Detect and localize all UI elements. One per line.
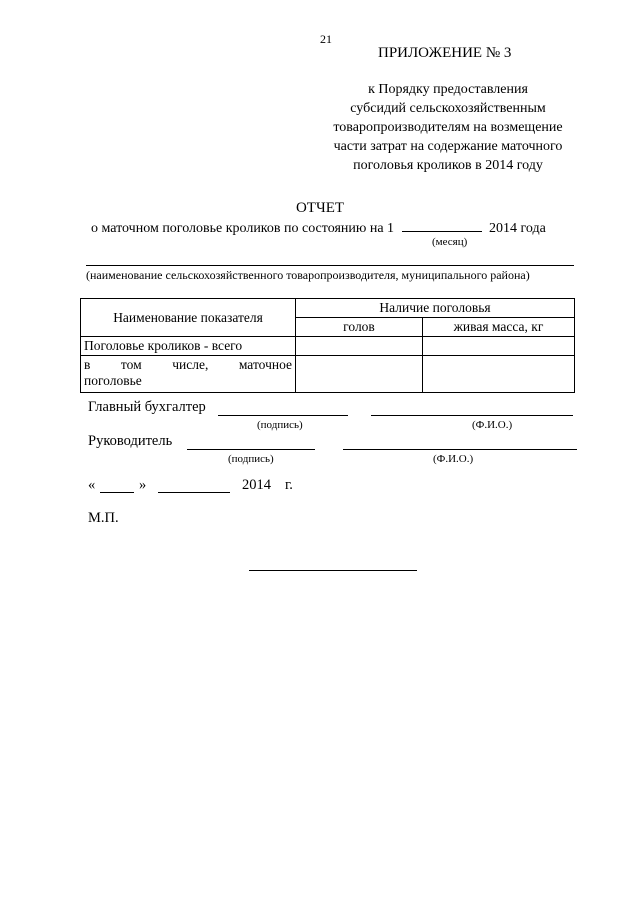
header-group: Наличие поголовья <box>296 299 575 318</box>
table-row <box>81 337 575 356</box>
subtitle-line: к Порядку предоставления <box>368 82 528 97</box>
signature-caption: (подпись) <box>228 453 274 465</box>
stamp-place-label: М.П. <box>88 510 119 526</box>
table-row <box>81 356 575 393</box>
date-day-field[interactable] <box>100 492 134 493</box>
subtitle-line: поголовья кроликов в 2014 году <box>353 158 543 173</box>
cell-breeding-heads[interactable] <box>296 356 423 393</box>
subtitle-line: части затрат на содержание маточного <box>333 139 563 154</box>
chief-accountant-signature-field[interactable] <box>218 415 348 416</box>
header-heads: голов <box>296 318 423 337</box>
cell-total-weight[interactable] <box>423 337 575 356</box>
livestock-table <box>80 298 575 393</box>
date-year: 2014 <box>242 477 271 493</box>
date-month-field[interactable] <box>158 492 230 493</box>
header-indicator: Наименование показателя <box>81 299 296 337</box>
row-total-label: Поголовье кроликов - всего <box>81 337 296 356</box>
report-date-line <box>91 219 546 237</box>
name-caption: (Ф.И.О.) <box>472 419 513 431</box>
date-suffix: г. <box>285 477 293 493</box>
date-open-quote: « <box>88 477 96 493</box>
date-close-quote: » <box>139 477 147 493</box>
report-line-prefix: о маточном поголовье кроликов по состоянию на 1 <box>91 221 395 236</box>
manager-label: Руководитель <box>88 433 173 449</box>
signature-caption: (подпись) <box>257 419 303 431</box>
subtitle-line: товаропроизводителям на возмещение <box>333 120 563 135</box>
chief-accountant-name-field[interactable] <box>371 415 573 416</box>
row-breeding-line2: поголовье <box>84 373 142 388</box>
organization-blank-field[interactable] <box>86 265 574 266</box>
end-divider <box>249 570 417 571</box>
report-line-suffix: 2014 года <box>489 221 546 236</box>
month-blank-field[interactable] <box>402 219 482 232</box>
row-breeding-line1: в том числе, маточное <box>84 357 292 372</box>
month-caption: (месяц) <box>432 236 468 248</box>
header-live-weight: живая масса, кг <box>423 318 575 337</box>
appendix-title: ПРИЛОЖЕНИЕ № 3 <box>378 45 512 61</box>
organization-caption: (наименование сельскохозяйственного товаропроизводителя, муниципального района) <box>86 268 530 282</box>
manager-signature-field[interactable] <box>187 449 315 450</box>
row-breeding-label <box>81 356 296 393</box>
manager-name-field[interactable] <box>343 449 577 450</box>
chief-accountant-label: Главный бухгалтер <box>88 399 206 415</box>
cell-total-heads[interactable] <box>296 337 423 356</box>
table-header-row <box>81 299 575 318</box>
name-caption: (Ф.И.О.) <box>433 453 474 465</box>
report-title: ОТЧЕТ <box>295 200 345 216</box>
subtitle-line: субсидий сельскохозяйственным <box>350 101 546 116</box>
page-number: 21 <box>320 32 332 46</box>
cell-breeding-weight[interactable] <box>423 356 575 393</box>
appendix-subtitle <box>300 80 596 175</box>
